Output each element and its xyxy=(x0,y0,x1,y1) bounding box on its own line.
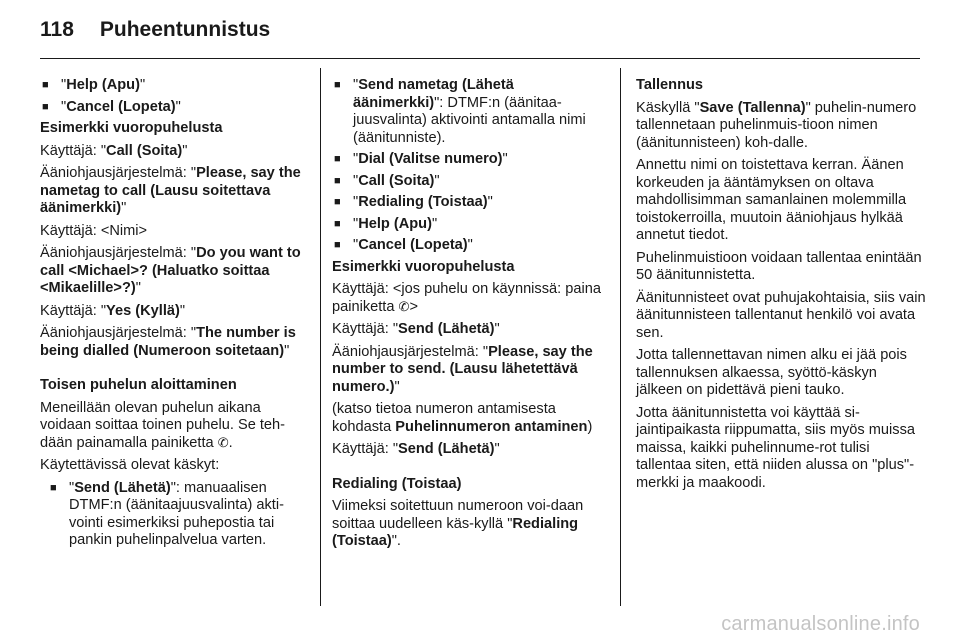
paragraph: Jotta äänitunnistetta voi käyttää si-jaintipaikasta riippumatta, siis myös muissa maissa, kaikki puhelinnume-rot tulisi tallentaa siten, että niiden alussa on "plus"-merkki ja maakoodi. xyxy=(636,404,916,491)
paragraph: Äänitunnisteet ovat puhujakohtaisia, siis vain äänitunnisteen tallentanut henkilö voi avata sen. xyxy=(636,289,926,341)
list-item: ■ "Cancel (Lopeta)" xyxy=(332,237,608,255)
section-heading: Redialing (Toistaa) xyxy=(332,475,462,492)
dialog-line: Ääniohjausjärjestelmä: "Do you want to call <Michael>? (Haluatko soittaa <Mikaelille>?)" xyxy=(40,245,301,296)
list-item: ■ "Send (Lähetä)": manuaalisen DTMF:n (äänitaajuusvalinta) akti-vointi esimerkiksi puhepostia tai pankin puhelinpalvelua varten. xyxy=(48,480,312,550)
list-item: ■ "Help (Apu)" xyxy=(332,216,608,234)
paragraph: Käskyllä "Save (Tallenna)" puhelin-numero tallennetaan puhelinmuis-tioon nimen (äänitunnisteen) koh-dalle. xyxy=(636,99,917,151)
dialog-line: Käyttäjä: "Send (Lähetä)" xyxy=(332,441,500,457)
paragraph: Jotta tallennettavan nimen alku ei jää pois tallennuksen alkaessa, syöttö-käskyn jälkeen on pidettävä pieni tauko. xyxy=(636,347,907,398)
dialog-line: Käyttäjä: <jos puhelu on käynnissä: paina painiketta ✆> xyxy=(332,281,601,315)
dialog-line: Ääniohjausjärjestelmä: "Please, say the nametag to call (Lausu soitettava äänimerkki)" xyxy=(40,165,301,216)
dialog-heading: Esimerkki vuoropuhelusta xyxy=(40,120,223,136)
column-3 xyxy=(636,77,926,497)
phone-icon: ✆ xyxy=(217,435,229,451)
list-item: ■ "Dial (Valitse numero)" xyxy=(332,151,608,169)
column-divider xyxy=(320,68,321,606)
paragraph: Puhelinmuistioon voidaan tallentaa enintään 50 äänitunnistetta. xyxy=(636,249,922,283)
dialog-line: Käyttäjä: "Send (Lähetä)" xyxy=(332,321,500,337)
note: (katso tietoa numeron antamisesta kohdasta Puhelinnumeron antaminen) xyxy=(332,401,593,435)
dialog-line: Käyttäjä: "Call (Soita)" xyxy=(40,142,188,159)
phone-icon: ✆ xyxy=(398,299,410,315)
watermark: carmanualsonline.info xyxy=(721,613,920,635)
paragraph: Annettu nimi on toistettava kerran. Äänen korkeuden ja ääntämyksen on oltava mahdollisimman samanlainen molemmilla toistokerroilla, muutoin ääniohjaus hylkää annetut tiedot. xyxy=(636,157,907,243)
section-heading: Tallennus xyxy=(636,77,704,93)
list-item: ■ "Call (Soita)" xyxy=(332,173,608,191)
list-item: ■ "Cancel (Lopeta)" xyxy=(40,99,312,117)
dialog-line: Ääniohjausjärjestelmä: "The number is being dialled (Numeroon soitetaan)" xyxy=(40,325,296,359)
column-2 xyxy=(332,77,608,556)
page-title: Puheentunnistus xyxy=(99,18,271,41)
paragraph: Käytettävissä olevat käskyt: xyxy=(40,457,220,473)
paragraph: Meneillään olevan puhelun aikana voidaan soittaa toinen puhelu. Se teh-dään painamalla painiketta ✆. xyxy=(40,399,286,451)
dialog-line: Käyttäjä: <Nimi> xyxy=(40,222,148,239)
header-rule xyxy=(40,58,920,59)
dialog-line: Ääniohjausjärjestelmä: "Please, say the number to send. (Lausu lähetettävä numero.)" xyxy=(332,343,593,395)
list-item: ■ "Redialing (Toistaa)" xyxy=(332,194,608,212)
section-heading: Toisen puhelun aloittaminen xyxy=(40,377,237,393)
paragraph: Viimeksi soitettuun numeroon voi-daan soittaa uudelleen käs-kyllä "Redialing (Toistaa)". xyxy=(332,498,584,549)
list-item: ■ "Help (Apu)" xyxy=(40,77,312,95)
dialog-heading: Esimerkki vuoropuhelusta xyxy=(332,258,515,275)
list-item: ■ "Send nametag (Lähetä äänimerkki)": DTMF:n (äänitaa-juusvalinta) aktivointi antamalla nimi (äänitunniste). xyxy=(332,77,608,147)
column-1 xyxy=(40,77,312,554)
page-number: 118 xyxy=(40,18,74,41)
column-divider xyxy=(620,68,621,606)
page-header xyxy=(40,18,270,48)
dialog-line: Käyttäjä: "Yes (Kyllä)" xyxy=(40,302,186,319)
